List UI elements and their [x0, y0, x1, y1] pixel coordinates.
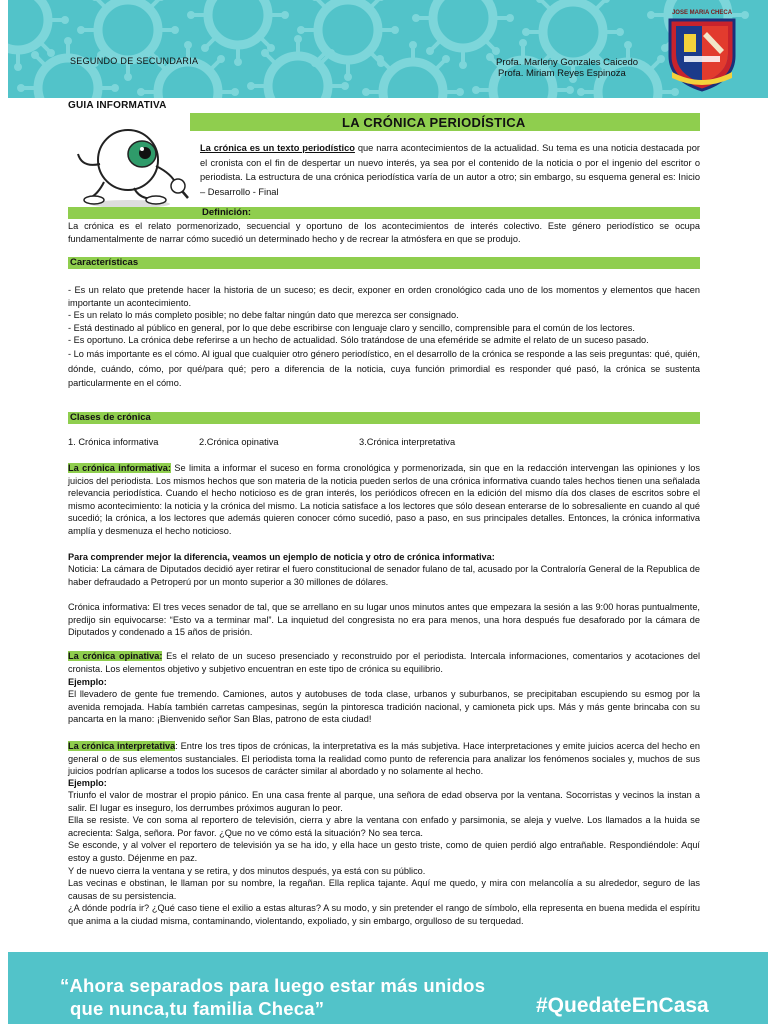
list-item: 2.Crónica opinativa [199, 437, 279, 447]
example-line: Se esconde, y al volver el reportero de televisión ya se ha ido, y ella hace un gesto triste, como de quien perdió algo entrañable. Respondiéndole: Aquí estoy a gusto. Déjenme en paz. [68, 840, 700, 863]
opinativa-paragraph [68, 650, 700, 675]
characteristics-list [68, 284, 700, 391]
interpretativa-example [68, 789, 700, 928]
list-item: - Lo más importante es el cómo. Al igual que cualquier otro género periodístico, en el desarrollo de la crónica se responde a las seis preguntas: qué, quién, dónde, cuándo, cómo, por qué/para qué; pero a diferencia de la noticia, cuya función primordial es responder qué pasó, la crónica se sustenta particularmente en el cómo. [68, 348, 700, 389]
characteristics-heading: Características [70, 257, 139, 268]
example-line: Y de nuevo cierra la ventana y se retira, y dos minutos después, ya está con su público. [68, 865, 426, 876]
virus-pattern [8, 0, 768, 98]
definition-bar [68, 207, 700, 219]
interpretativa-example-label: Ejemplo: [68, 778, 107, 788]
example-line: Triunfo el valor de mostrar el propio pánico. En una casa frente al parque, una señora de edad observa por la ventana. Socorristas y vecinos la instan a salir. El lugar es inseguro, los derrumbes próximos auguran lo peor. [68, 790, 700, 813]
eyeball-mascot-icon [68, 124, 194, 210]
list-item: - Es un relato lo más completo posible; no debe faltar ningún dato que merezca ser consignado. [68, 310, 459, 321]
opinativa-label: La crónica opinativa: [68, 651, 163, 661]
quote-line-2: que nunca,tu familia Checa” [70, 998, 325, 1019]
hashtag: #QuedateEnCasa [536, 994, 709, 1017]
quote-line-1: “Ahora separados para luego estar más unidos [60, 975, 486, 996]
crest-shield-icon [662, 10, 742, 92]
example-intro: Para comprender mejor la diferencia, veamos un ejemplo de noticia y otro de crónica informativa: [68, 552, 495, 562]
informativa-label: La crónica informativa: [68, 463, 171, 473]
opinativa-text: Es el relato de un suceso presenciado y reconstruido por el periodista. Intercala informaciones, comentarios y acotaciones del cronista. Los elementos objetivo y subjetivo encuentran en este tipo de crónica su equilibrio. [68, 651, 700, 674]
interpretativa-label: La crónica interpretativa [68, 741, 176, 751]
intro-lead: La crónica es un texto periodístico [200, 143, 355, 153]
list-item: 1. Crónica informativa [68, 437, 159, 447]
footer-banner [8, 952, 768, 1024]
opinativa-example: El llevadero de gente fue tremendo. Camiones, autos y autobuses de toda clase, urbanos y suburbanos, se precipitaban escupiendo su esmog por la avenida remojada. Había también carretas campesinas, según la pintoresca tradición nacional, y camioneta pick ups. Más y más gente brincaba con su pancarta en la mano: ¡Bienvenido señor San Blas, patrono de esta ciudad! [68, 689, 700, 725]
informativa-text: Se limita a informar el suceso en forma cronológica y pormenorizada, sin que en la redacción intervengan las opiniones y los juicios del periodista. Los mismos hechos que son materia de la noticia pueden serlos de una crónica informativa cuando tales hechos tienen una señalada relevancia periodística. Cuando el hecho noticioso es de gran interés, los periódicos ofrecen en la edición del mismo día dos clases de escritos sobre el mismo acontecimiento: la noticia y la crónica del mismo. La noticia satisface a los lectores que sólo desean enterarse de lo sobresaliente en cuando al qué sucedió; la crónica, a los lectores que además quieren conocer cómo sucedió, paso a paso, en sus principales detalles. Entonces, la crónica informativa amplía y desmenuza el hecho noticioso. [68, 463, 701, 536]
title-bar [190, 113, 700, 131]
interpretativa-text: : Entre los tres tipos de crónicas, la interpretativa es la más subjetiva. Hace interpretaciones y emite juicios acerca del hecho en general o de sus elementos sustanciales. El periodista toma la realidad como punto de referencia para analizar los fenómenos sociales y, muchos de sus juicios podrían aplicarse a todos los sucesos de carácter similar al abordado y no solamente al hecho. [68, 741, 700, 777]
chronicle-example: Crónica informativa: El tres veces senador de tal, que se arrellano en su lugar unos minutos antes que empezara la sesión a las 9:00 horas puntualmente, predijo sin equivocarse: “Esto va a terminar mal”. La inquietud del congresista no era para menos, una hora después fue desaforado por la cámara de Diputados y condenado a 15 años de prisión. [68, 602, 700, 638]
example-line: ¿A dónde podría ir? ¿Qué caso tiene el exilio a estas alturas? A su modo, y sin pretender el rango de símbolo, ella representa en buena medida el espíritu que anima a la ciudad misma, contaminando, violentando, expoliado, y sin embargo, orgulloso de su terquedad. [68, 903, 700, 926]
grade-label: SEGUNDO DE SECUNDARIA [70, 56, 199, 66]
classes-heading: Clases de crónica [70, 412, 151, 423]
example-line: Las vecinas e obstinan, le llaman por su nombre, la regañan. Ella replica tajante. Aquí me quedo, y mira con melancolía a su alrededor, seguro de las causas de su persistencia. [68, 878, 700, 901]
news-example: Noticia: La cámara de Diputados decidió ayer retirar el fuero constitucional de senador fulano de tal, acusado por la Contraloría General de la Republica de haber defraudado a Petroperú por un monto superior a 30 millones de dólares. [68, 564, 700, 587]
list-item: - Es oportuno. La crónica debe referirse a un hecho de actualidad. Sólo tratándose de una efeméride se admite el relato de un suceso pasado. [68, 335, 649, 346]
classes-bar [68, 412, 700, 424]
example-line: Ella se resiste. Ve con soma al reportero de televisión, cierra y abre la ventana con enfado y parsimonia, se aleja y vuelve. Los llamados a la huida se acrecienta: Salga, señora. Por favor. ¿Que no ve cómo está la situación? No sea terca. [68, 815, 700, 838]
list-item: 3.Crónica interpretativa [359, 437, 456, 447]
school-name: JOSE MARIA CHECA [671, 10, 733, 16]
intro-text: que narra acontecimientos de la actualidad. Su tema es una noticia destacada por el cronista con el fin de despertar un nuevo interés, ya sea por el contenido de la noticia o por el ingenio del escritor o periodista. La estructura de una crónica periodística varía de un autor a otro; sin embargo, su esquema general es: Inicio – Desarrollo - Final [200, 143, 700, 197]
page-title: LA CRÓNICA PERIODÍSTICA [342, 115, 526, 130]
intro-paragraph [200, 141, 700, 199]
footer-quote [60, 974, 485, 1020]
header-banner [8, 0, 768, 98]
teacher-2: Profa. Miriam Reyes Espinoza [498, 68, 626, 79]
characteristics-bar [68, 257, 700, 269]
definition-text: La crónica es el relato pormenorizado, secuencial y oportuno de los acontecimientos de interés colectivo. Este género periodístico se ocupa fundamentalmente de narrar cómo sucedió un determinado hecho y de recrear la atmósfera en que se produjo. [68, 221, 700, 244]
teachers-block [496, 57, 638, 79]
interpretativa-paragraph [68, 740, 700, 778]
list-item: - Es un relato que pretende hacer la historia de un suceso; es decir, exponer en orden cronológico cada uno de los momentos y elementos que hacen importante un acontecimiento. [68, 285, 700, 308]
informativa-paragraph [68, 462, 700, 538]
guide-label: GUIA INFORMATIVA [68, 100, 167, 111]
definition-heading: Definición: [202, 207, 252, 218]
school-crest [662, 10, 742, 92]
teacher-1: Profa. Marleny Gonzales Caicedo [496, 57, 639, 68]
opinativa-example-label: Ejemplo: [68, 677, 107, 687]
list-item: - Está destinado al público en general, por lo que debe escribirse con lenguaje claro y sencillo, comprensible para el común de los lectores. [68, 322, 635, 333]
